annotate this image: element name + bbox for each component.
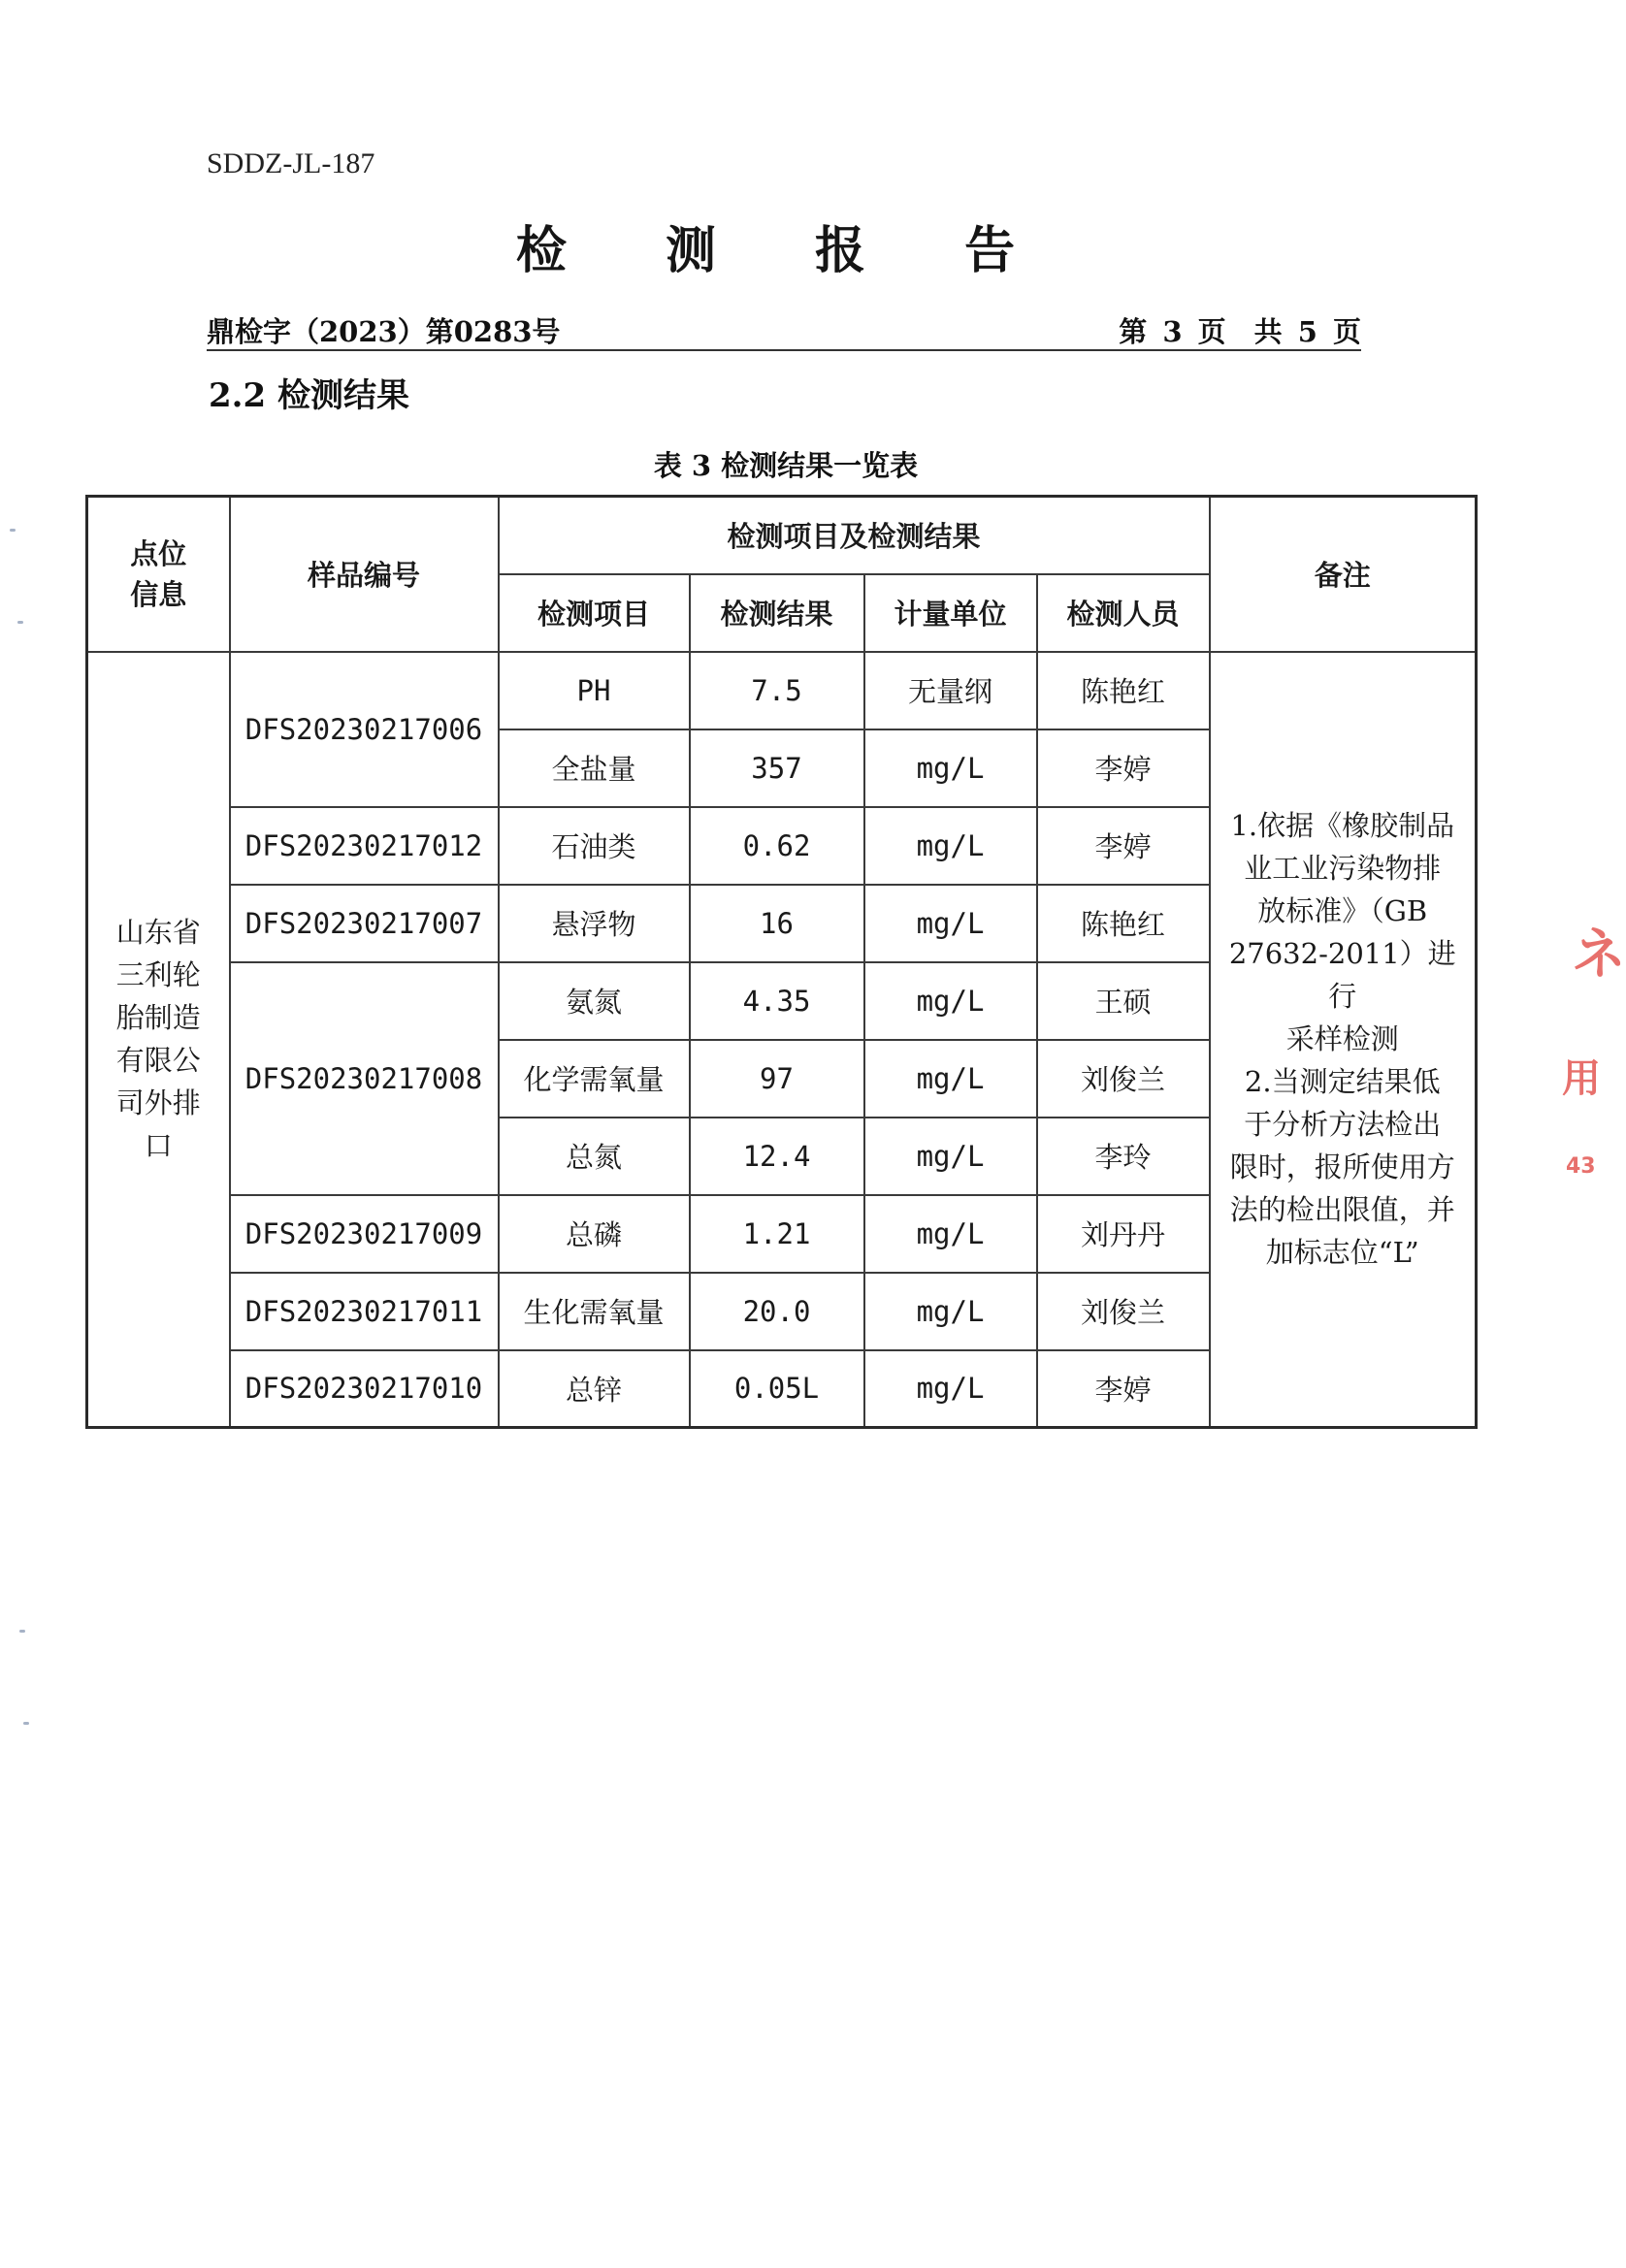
item-cell: 总磷 [499,1195,690,1273]
page-indicator: 第 3 页 共 5 页 [1119,315,1361,348]
header-tester: 检测人员 [1037,574,1210,652]
scan-speck [23,1722,29,1725]
item-cell: 悬浮物 [499,885,690,962]
unit-cell: mg/L [864,1118,1037,1195]
remarks-line: 加标志位“L” [1265,1236,1419,1270]
result-cell: 1.21 [690,1195,864,1273]
remarks-cell [1210,652,1477,1428]
header-items-group: 检测项目及检测结果 [499,497,1210,574]
remarks-line: 业工业污染物排 [1244,852,1442,886]
result-cell: 97 [690,1040,864,1118]
stamp-fragment: 用 [1562,1056,1601,1101]
item-cell: PH [499,652,690,729]
result-cell: 4.35 [690,962,864,1040]
tester-cell: 李婷 [1037,807,1210,885]
header-remarks: 备注 [1210,497,1477,652]
item-cell: 全盐量 [499,729,690,807]
tester-cell: 王硕 [1037,962,1210,1040]
unit-cell: mg/L [864,962,1037,1040]
header-item: 检测项目 [499,574,690,652]
result-cell: 16 [690,885,864,962]
sample-no-cell: DFS20230217007 [230,885,499,962]
table-row [87,652,1477,729]
result-cell: 7.5 [690,652,864,729]
sample-no-cell: DFS20230217012 [230,807,499,885]
section-heading: 2.2 检测结果 [209,376,409,415]
tester-cell: 李婷 [1037,729,1210,807]
result-cell: 0.62 [690,807,864,885]
scan-speck [17,621,23,624]
sample-no-cell: DFS20230217008 [230,962,499,1195]
result-cell: 0.05L [690,1350,864,1428]
stamp-fragment: 43 [1566,1154,1596,1179]
header-site-info: 点位 信息 [87,497,230,652]
scan-speck [19,1630,25,1633]
remarks-line: 限时，报所使用方 [1229,1150,1455,1184]
remarks-line: 放标准》（GB [1257,894,1428,928]
tester-cell: 李婷 [1037,1350,1210,1428]
item-cell: 化学需氧量 [499,1040,690,1118]
header-sample-no: 样品编号 [230,497,499,652]
sample-no-cell: DFS20230217010 [230,1350,499,1428]
stamp-fragment: ネ [1572,923,1626,987]
item-cell: 氨氮 [499,962,690,1040]
reference-number: 鼎检字（2023）第0283号 [207,315,561,348]
tester-cell: 刘俊兰 [1037,1273,1210,1350]
remarks-line: 法的检出限值，并 [1229,1193,1455,1227]
reference-row [207,308,1361,351]
sample-no-cell: DFS20230217009 [230,1195,499,1273]
result-cell: 20.0 [690,1273,864,1350]
unit-cell: mg/L [864,1040,1037,1118]
document-title: 检 测 报 告 [515,221,1057,280]
header-result: 检测结果 [690,574,864,652]
item-cell: 总氮 [499,1118,690,1195]
tester-cell: 陈艳红 [1037,652,1210,729]
remarks-line: 1.依据《橡胶制品 [1230,809,1455,843]
result-cell: 12.4 [690,1118,864,1195]
remarks-line: 采样检测 [1285,1022,1399,1056]
tester-cell: 刘丹丹 [1037,1195,1210,1273]
item-cell: 石油类 [499,807,690,885]
header-unit: 计量单位 [864,574,1037,652]
results-table [85,495,1478,1429]
item-cell: 生化需氧量 [499,1273,690,1350]
unit-cell: mg/L [864,807,1037,885]
sample-no-cell: DFS20230217006 [230,652,499,807]
remarks-line: 于分析方法检出 [1244,1108,1442,1142]
document-code: SDDZ-JL-187 [207,147,375,179]
unit-cell: mg/L [864,1350,1037,1428]
tester-cell: 李玲 [1037,1118,1210,1195]
unit-cell: mg/L [864,1273,1037,1350]
unit-cell: mg/L [864,885,1037,962]
result-cell: 357 [690,729,864,807]
remarks-line: 2.当测定结果低 [1244,1065,1441,1099]
unit-cell: mg/L [864,729,1037,807]
item-cell: 总锌 [499,1350,690,1428]
table-caption: 表 3 检测结果一览表 [653,449,919,482]
red-seal-stamp [1552,902,1626,1222]
remarks-line: 27632-2011）进行 [1228,937,1456,1014]
tester-cell: 刘俊兰 [1037,1040,1210,1118]
site-info-cell: 山东省 三利轮 胎制造 有限公 司外排 口 [87,652,230,1428]
scan-speck [10,529,16,532]
unit-cell: mg/L [864,1195,1037,1273]
tester-cell: 陈艳红 [1037,885,1210,962]
unit-cell: 无量纲 [864,652,1037,729]
sample-no-cell: DFS20230217011 [230,1273,499,1350]
